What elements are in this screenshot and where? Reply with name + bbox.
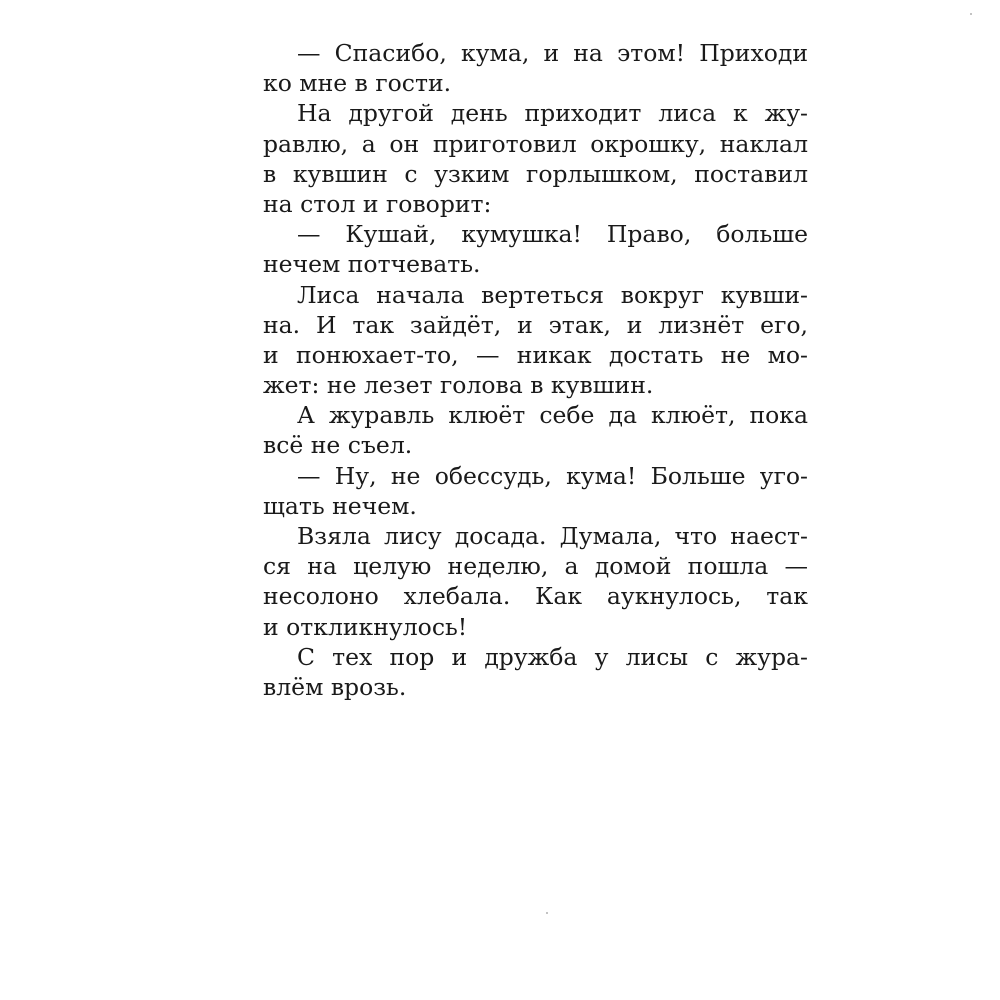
- paragraph-1: [263, 38, 808, 98]
- paragraph-7: [263, 521, 808, 642]
- text-line: С тех пор и дружба у лисы с жура-: [297, 642, 808, 671]
- text-line: ко мне в гости.: [263, 69, 452, 98]
- text-line: и откликнулось!: [263, 612, 468, 641]
- text-line: в кувшин с узким горлышком, поставил: [263, 159, 808, 188]
- text-line: А журавль клюёт себе да клюёт, пока: [297, 401, 808, 430]
- paragraph-2: [263, 98, 808, 219]
- paragraph-8: [263, 642, 808, 702]
- text-line: несолоно хлебала. Как аукнулось, так: [263, 582, 808, 611]
- scan-speck: [546, 912, 548, 914]
- text-line: ся на целую неделю, а домой пошла —: [263, 552, 808, 581]
- text-line: на стол и говорит:: [263, 189, 492, 218]
- text-line: щать нечем.: [263, 491, 417, 520]
- text-line: — Спасибо, кума, и на этом! Приходи: [297, 39, 808, 67]
- paragraph-4: [263, 280, 808, 401]
- scan-speck: [970, 13, 972, 15]
- paragraph-5: [263, 400, 808, 460]
- text-line: — Ну, не обессудь, кума! Больше уго-: [297, 461, 808, 490]
- text-line: и понюхает-то, — никак достать не мо-: [263, 340, 808, 369]
- text-line: всё не съел.: [263, 431, 413, 460]
- text-line: равлю, а он приготовил окрошку, наклал: [263, 129, 808, 158]
- text-line: На другой день приходит лиса к жу-: [297, 99, 808, 128]
- text-line: Взяла лису досада. Думала, что наест-: [297, 522, 808, 550]
- text-line: нечем потчевать.: [263, 250, 481, 279]
- story-text: [263, 38, 808, 702]
- text-line: Лиса начала вертеться вокруг кувши-: [297, 280, 808, 309]
- paragraph-3: [263, 219, 808, 279]
- text-line: на. И так зайдёт, и этак, и лизнёт его,: [263, 310, 808, 339]
- text-line: влём врозь.: [263, 672, 407, 701]
- text-line: жет: не лезет голова в кувшин.: [263, 371, 654, 400]
- paragraph-6: [263, 461, 808, 521]
- text-line: — Кушай, кумушка! Право, больше: [297, 220, 808, 249]
